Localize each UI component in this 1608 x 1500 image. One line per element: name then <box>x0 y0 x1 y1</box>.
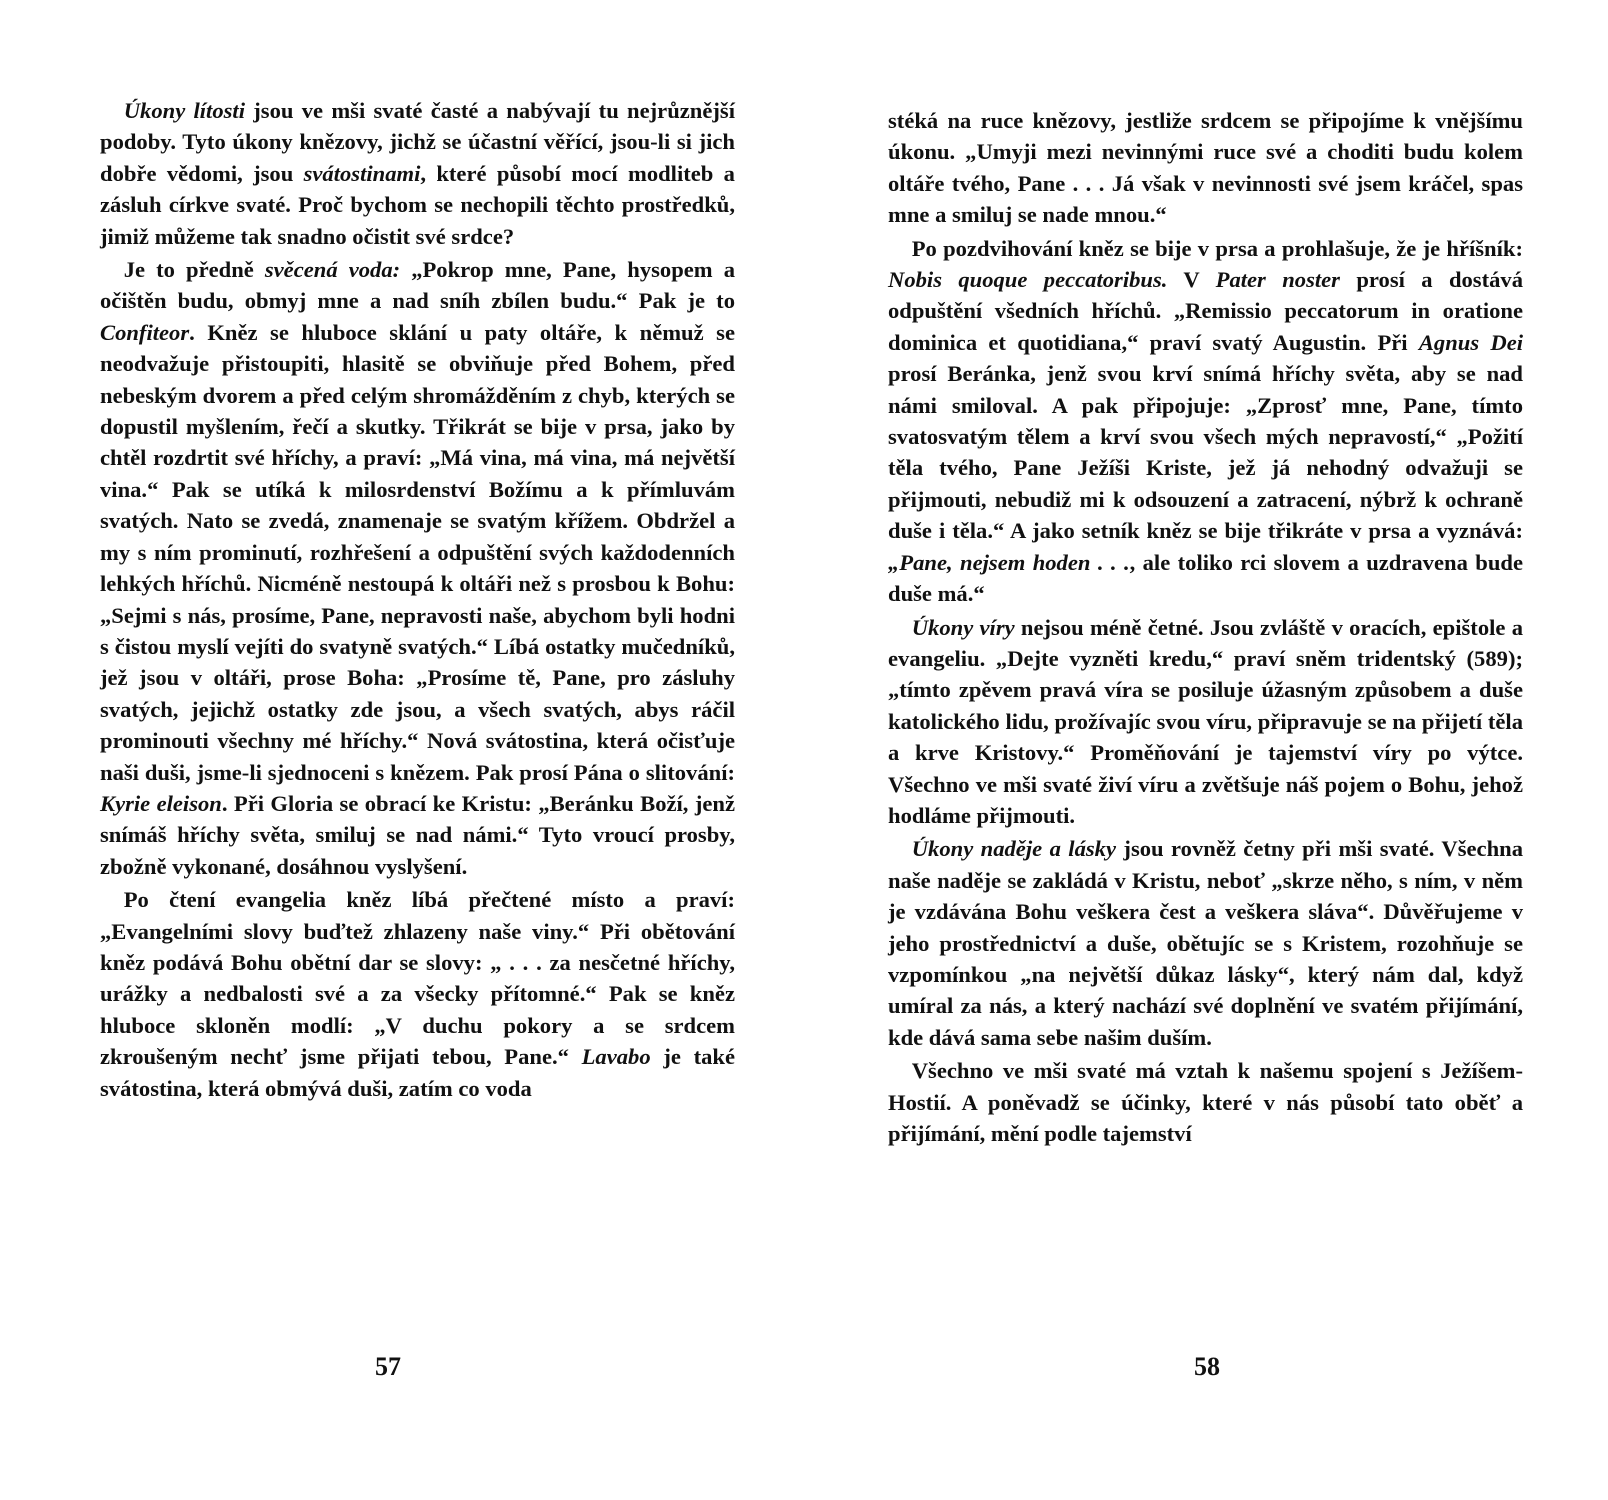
emphasis: svěcená voda: <box>264 257 401 283</box>
paragraph-po-cteni-evangelia: Po čtení evangelia kněz líbá přečtené místo a praví: „Evangelními slovy buďtež zhlazeny naše viny.“ Při obětování kněz podává Bohu obětní dar se slovy: „ . . . za nesčetné hříchy, urážky a nedbalosti své a za všecky přítomné.“ Pak se kněz hluboce skloněn modlí: „V duchu pokory a se srdcem zkroušeným nechť jsme přijati tebou, Pane.“ Lavabo je také svátostina, která obmývá duši, zatím co voda <box>100 887 736 1101</box>
paragraph-svecena-voda: Je to předně svěcená voda: „Pokrop mne, Pane, hysopem a očištěn budu, obmyj mne a nad sníh zbílen budu.“ Pak je to Confiteor. Kněz se hluboce sklání u paty oltáře, k němuž se neodvažuje přistoupiti, hlasitě se obviňuje před Bohem, před nebeským dvorem a před celým shromážděním z chyb, kterých se dopustil myšlením, řečí a skutky. Třikrát se bije v prsa, jako by chtěl rozdrtit své hříchy, a praví: „Má vina, má vina, má největší vina.“ Pak se utíká k milosrdenství Božímu a k přímluvám svatých. Nato se zvedá, znamenaje se svatým křížem. Obdržel a my s ním prominutí, rozhřešení a odpuštění svých každodenních lehkých hříchů. Nicméně nestoupá k oltáři než s prosbou k Bohu: „Sejmi s nás, prosíme, Pane, nepravosti naše, abychom byli hodni s čistou myslí vejíti do svatyně svatých.“ Líbá ostatky mučedníků, jež jsou v oltáři, prose Boha: „Prosíme tě, Pane, pro zásluhy svatých, jejichž ostatky zde jsou, a všech svatých, abys ráčil prominouti všechny mé hříchy.“ Nová svátostina, která očisťuje naši duši, jsme-li sjednoceni s knězem. Pak prosí Pána o slitování: Kyrie eleison. Při Gloria se obrací ke Kristu: „Beránku Boží, jenž snímáš hříchy světa, smiluj se nad námi.“ Tyto vroucí prosby, zbožně vykonané, dosáhnou vyslyšení. <box>100 257 735 879</box>
paragraph-po-pozdvihovani: Po pozdvihování kněz se bije v prsa a prohlašuje, že je hříšník: Nobis quoque peccatoribus. V Pater noster prosí a dostává odpuštění všedních hříchů. „Remissio peccatorum in oratione dominica et quotidiana,“ praví svatý Augustin. Při Agnus Dei prosí Beránka, jenž svou krví snímá hříchy světa, aby se nad námi smiloval. A pak připojuje: „Zprosť mne, Pane, tímto svatosvatým tělem a krví svou všech mých nepravostí,“ „Požití těla tvého, Pane Ježíši Kriste, jež já nehodný odvažuji se přijmouti, nebudiž mi k odsouzení a zatracení, nýbrž k ochraně duše i těla.“ A jako setník kněz se bije třikráte v prsa a vyznává: „Pane, nejsem hoden . . ., ale toliko rci slovem a uzdravena bude duše má.“ <box>888 235 1524 607</box>
paragraph-vsechno-ve-msi: Všechno ve mši svaté má vztah k našemu spojení s Ježíšem-Hostií. A poněvadž se účinky, které v nás působí tato oběť a přijímání, mění podle tajemství <box>888 1058 1523 1146</box>
emphasis: „Pane, nejsem hoden . . . <box>888 549 1130 575</box>
emphasis: Kyrie eleison <box>100 790 222 816</box>
left-page <box>100 95 735 1104</box>
emphasis: Úkony lítosti <box>123 98 245 123</box>
emphasis: Nobis quoque peccatoribus. <box>888 267 1168 293</box>
emphasis: Confiteor <box>100 319 190 345</box>
paragraph-ukony-litosti: Úkony lítosti jsou ve mši svaté časté a nabývají tu nejrůznější podoby. Tyto úkony knězovy, jichž se účastní věřící, jsou-li si jich dobře vědomi, jsou svátostinami, které působí mocí modliteb a zásluh církve svaté. Proč bychom se nechopili těchto prostředků, jimiž můžeme tak snadno očistit své srdce? <box>100 98 735 249</box>
paragraph-ukony-nadeje: Úkony naděje a lásky jsou rovněž četny při mši svaté. Všechna naše naděje se zakládá v Kristu, neboť „skrze něho, s ním, v něm je vzdávána Bohu veškera čest a veškera sláva“. Důvěřujeme v jeho prostřednictví a duše, obětujíc se s Kristem, rozohňuje se vzpomínkou „na největší důkaz lásky“, který nám dal, když umíral za nás, a který nachází své doplnění ve svatém přijímání, kde dává sama sebe našim duším. <box>888 836 1523 1050</box>
emphasis: Úkony víry <box>911 614 1015 640</box>
page-number-left: 57 <box>375 1352 401 1381</box>
emphasis: Pater noster <box>1215 267 1340 293</box>
emphasis: Agnus Dei <box>1418 329 1524 355</box>
paragraph-continuation: stéká na ruce knězovy, jestliže srdcem se připojíme k vnějšímu úkonu. „Umyji mezi nevinnými ruce své a choditi budu kolem oltáře tvého, Pane . . . Já však v nevinnosti své jsem kráčel, spas mne a smiluj se nade mnou.“ <box>888 108 1523 228</box>
page-number-right: 58 <box>1194 1352 1220 1381</box>
paragraph-ukony-viry: Úkony víry nejsou méně četné. Jsou zvláště v oracích, epištole a evangeliu. „Dejte vyzněti kredu,“ praví sněm tridentský (589); „tímto zpěvem pravá víra se posiluje úžasným způsobem a duše katolického lidu, prožívajíc svou víru, připravuje se na přijetí těla a krve Kristovy.“ Proměňování je tajemství víry po výtce. Všechno ve mši svaté živí víru a zvětšuje náš pojem o Bohu, jehož hodláme přijmouti. <box>888 614 1524 828</box>
emphasis: Lavabo <box>581 1044 651 1070</box>
emphasis: svátostinami <box>303 160 421 186</box>
emphasis: Úkony naděje a lásky <box>911 836 1116 862</box>
right-page <box>888 105 1523 1149</box>
